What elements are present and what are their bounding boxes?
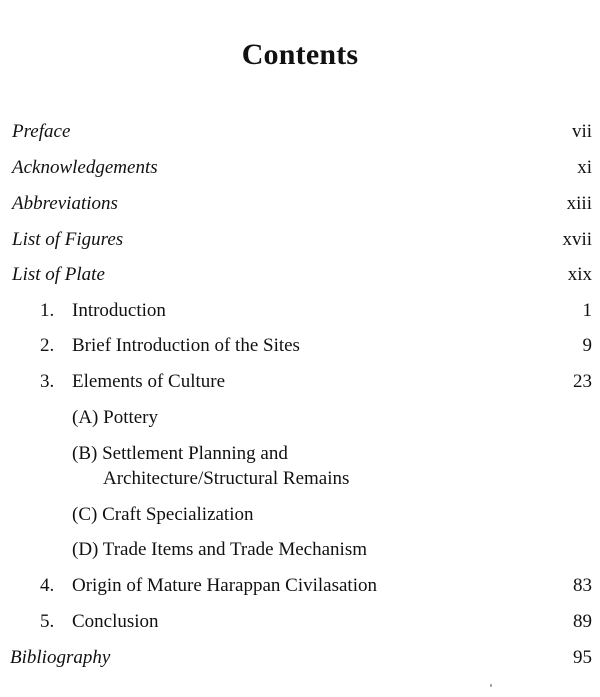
chapter-title: Conclusion <box>72 611 159 632</box>
toc-page-number: vii <box>571 121 592 142</box>
section-title: (C) Craft Specialization <box>72 504 254 525</box>
toc-page-number: 89 <box>573 611 592 632</box>
chapter-number: 2. <box>40 335 55 356</box>
toc-entry-label: Bibliography <box>10 647 111 668</box>
chapter-title: Origin of Mature Harappan Civilasation <box>72 575 377 596</box>
chapter-title: Introduction <box>72 300 166 321</box>
chapter-title: Brief Introduction of the Sites <box>72 335 300 356</box>
toc-entry-label: Preface <box>12 121 71 142</box>
chapter-number: 4. <box>40 575 55 596</box>
toc-entry-label: List of Plate <box>12 264 105 285</box>
toc-entry-label: Abbreviations <box>12 193 118 214</box>
section-title: (A) Pottery <box>72 407 159 428</box>
toc-page-number: xiii <box>566 193 592 214</box>
page-title: Contents <box>241 38 359 71</box>
toc-page-number: 83 <box>573 575 592 596</box>
toc-page-number: 23 <box>573 371 592 392</box>
section-title-continuation: Architecture/Structural Remains <box>103 468 350 489</box>
toc-entry-label: Acknowledgements <box>12 157 158 178</box>
toc-page-number: 95 <box>573 647 592 668</box>
scan-speck <box>490 684 492 687</box>
section-title: (D) Trade Items and Trade Mechanism <box>72 539 367 560</box>
toc-page-number: xi <box>577 157 592 178</box>
toc-page-number: 9 <box>582 335 592 356</box>
chapter-number: 5. <box>40 611 55 632</box>
toc-page-number: xvii <box>562 229 592 250</box>
chapter-number: 1. <box>40 300 55 321</box>
chapter-number: 3. <box>40 371 55 392</box>
chapter-title: Elements of Culture <box>72 371 226 392</box>
toc-page-number: 1 <box>582 300 592 321</box>
toc-entry-label: List of Figures <box>12 229 124 250</box>
toc-page-number: xix <box>567 264 592 285</box>
section-title: (B) Settlement Planning and <box>72 443 288 464</box>
